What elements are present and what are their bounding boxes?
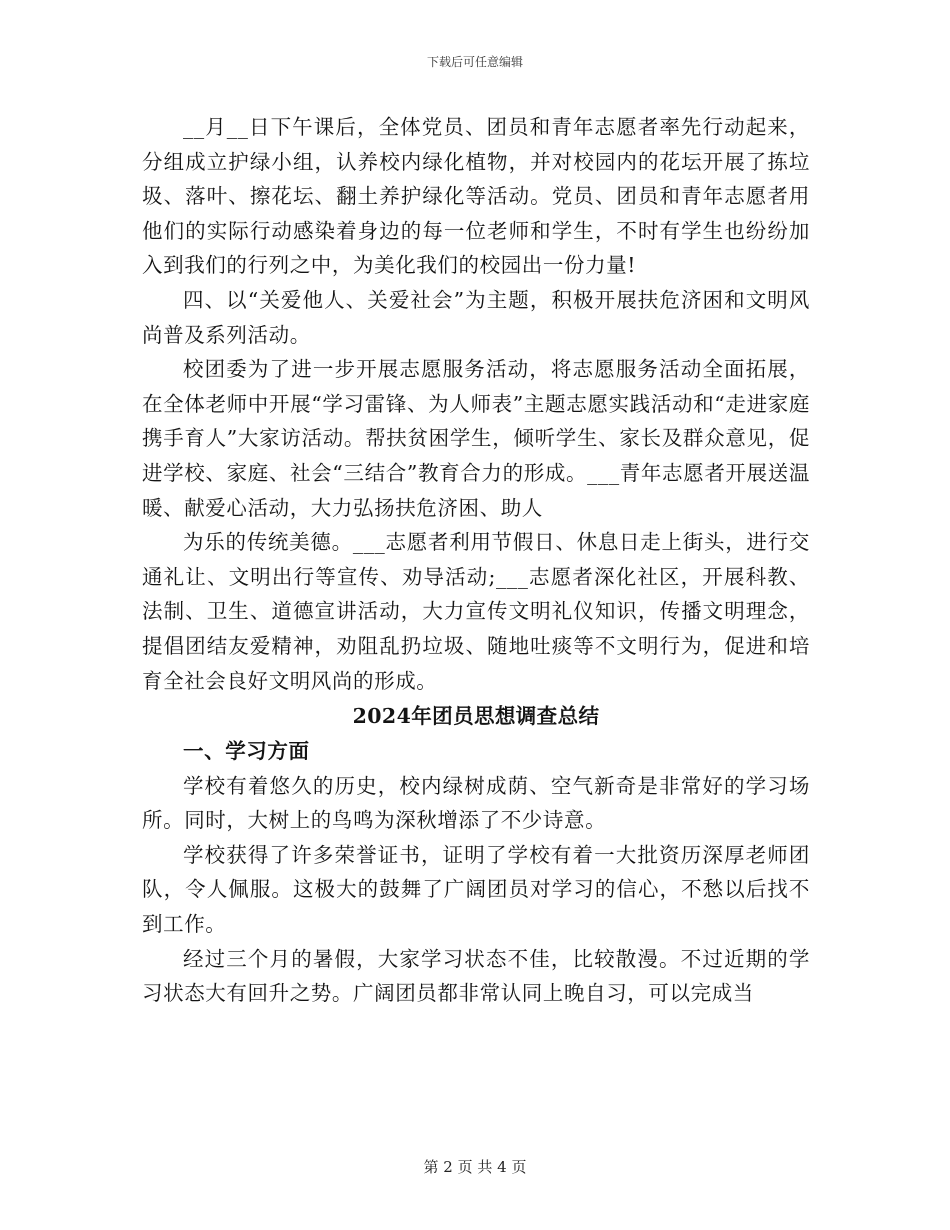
page-footer: 第 2 页 共 4 页 <box>423 1158 527 1176</box>
paragraph-tree-care: __月__日下午课后，全体党员、团员和青年志愿者率先行动起来，分组成立护绿小组，认养校内绿化植物，并对校园内的花坛开展了拣垃圾、落叶、擦花坛、翻土养护绿化等活动。党员、团员和青年志愿者用他们的实际行动感染着身边的每一位老师和学生，不时有学生也纷纷加入到我们的行列之中，为美化我们的校园出一份力量! <box>142 115 810 278</box>
paragraph-volunteer-service: 校团委为了进一步开展志愿服务活动，将志愿服务活动全面拓展，在全体老师中开展“学习雷锋、为人师表”主题志愿实践活动和“走进家庭携手育人”大家访活动。帮扶贫困学生，倾听学生、家长及群众意见，促进学校、家庭、社会“三结合”教育合力的形成。___青年志愿者开展送温暖、献爱心活动，大力弘扬扶危济困、助人 <box>142 357 810 520</box>
subhead-study: 一、学习方面 <box>183 739 310 764</box>
paragraph-school-history: 学校有着悠久的历史，校内绿树成荫、空气新奇是非常好的学习场所。同时，大树上的鸟鸣为深秋增添了不少诗意。 <box>142 773 810 833</box>
paragraph-section-four: 四、以“关爱他人、关爱社会”为主题，积极开展扶危济困和文明风尚普及系列活动。 <box>142 287 810 347</box>
paragraph-honors: 学校获得了许多荣誉证书，证明了学校有着一大批资历深厚老师团队，令人佩服。这极大的鼓舞了广阔团员对学习的信心，不愁以后找不到工作。 <box>142 842 810 937</box>
section-title: 2024年团员思想调查总结 <box>352 704 600 729</box>
paragraph-civility: 为乐的传统美德。___志愿者利用节假日、休息日走上街头，进行交通礼让、文明出行等宣传、劝导活动;___志愿者深化社区，开展科教、法制、卫生、道德宣讲活动，大力宣传文明礼仪知识，传播文明理念，提倡团结友爱精神，劝阻乱扔垃圾、随地吐痰等不文明行为，促进和培育全社会良好文明风尚的形成。 <box>142 530 810 693</box>
paragraph-study-state: 经过三个月的暑假，大家学习状态不佳，比较散漫。不过近期的学习状态大有回升之势。广阔团员都非常认同上晚自习，可以完成当 <box>142 946 810 1006</box>
document-body <box>142 110 810 1011</box>
page-header: 下载后可任意编辑 <box>426 55 523 69</box>
